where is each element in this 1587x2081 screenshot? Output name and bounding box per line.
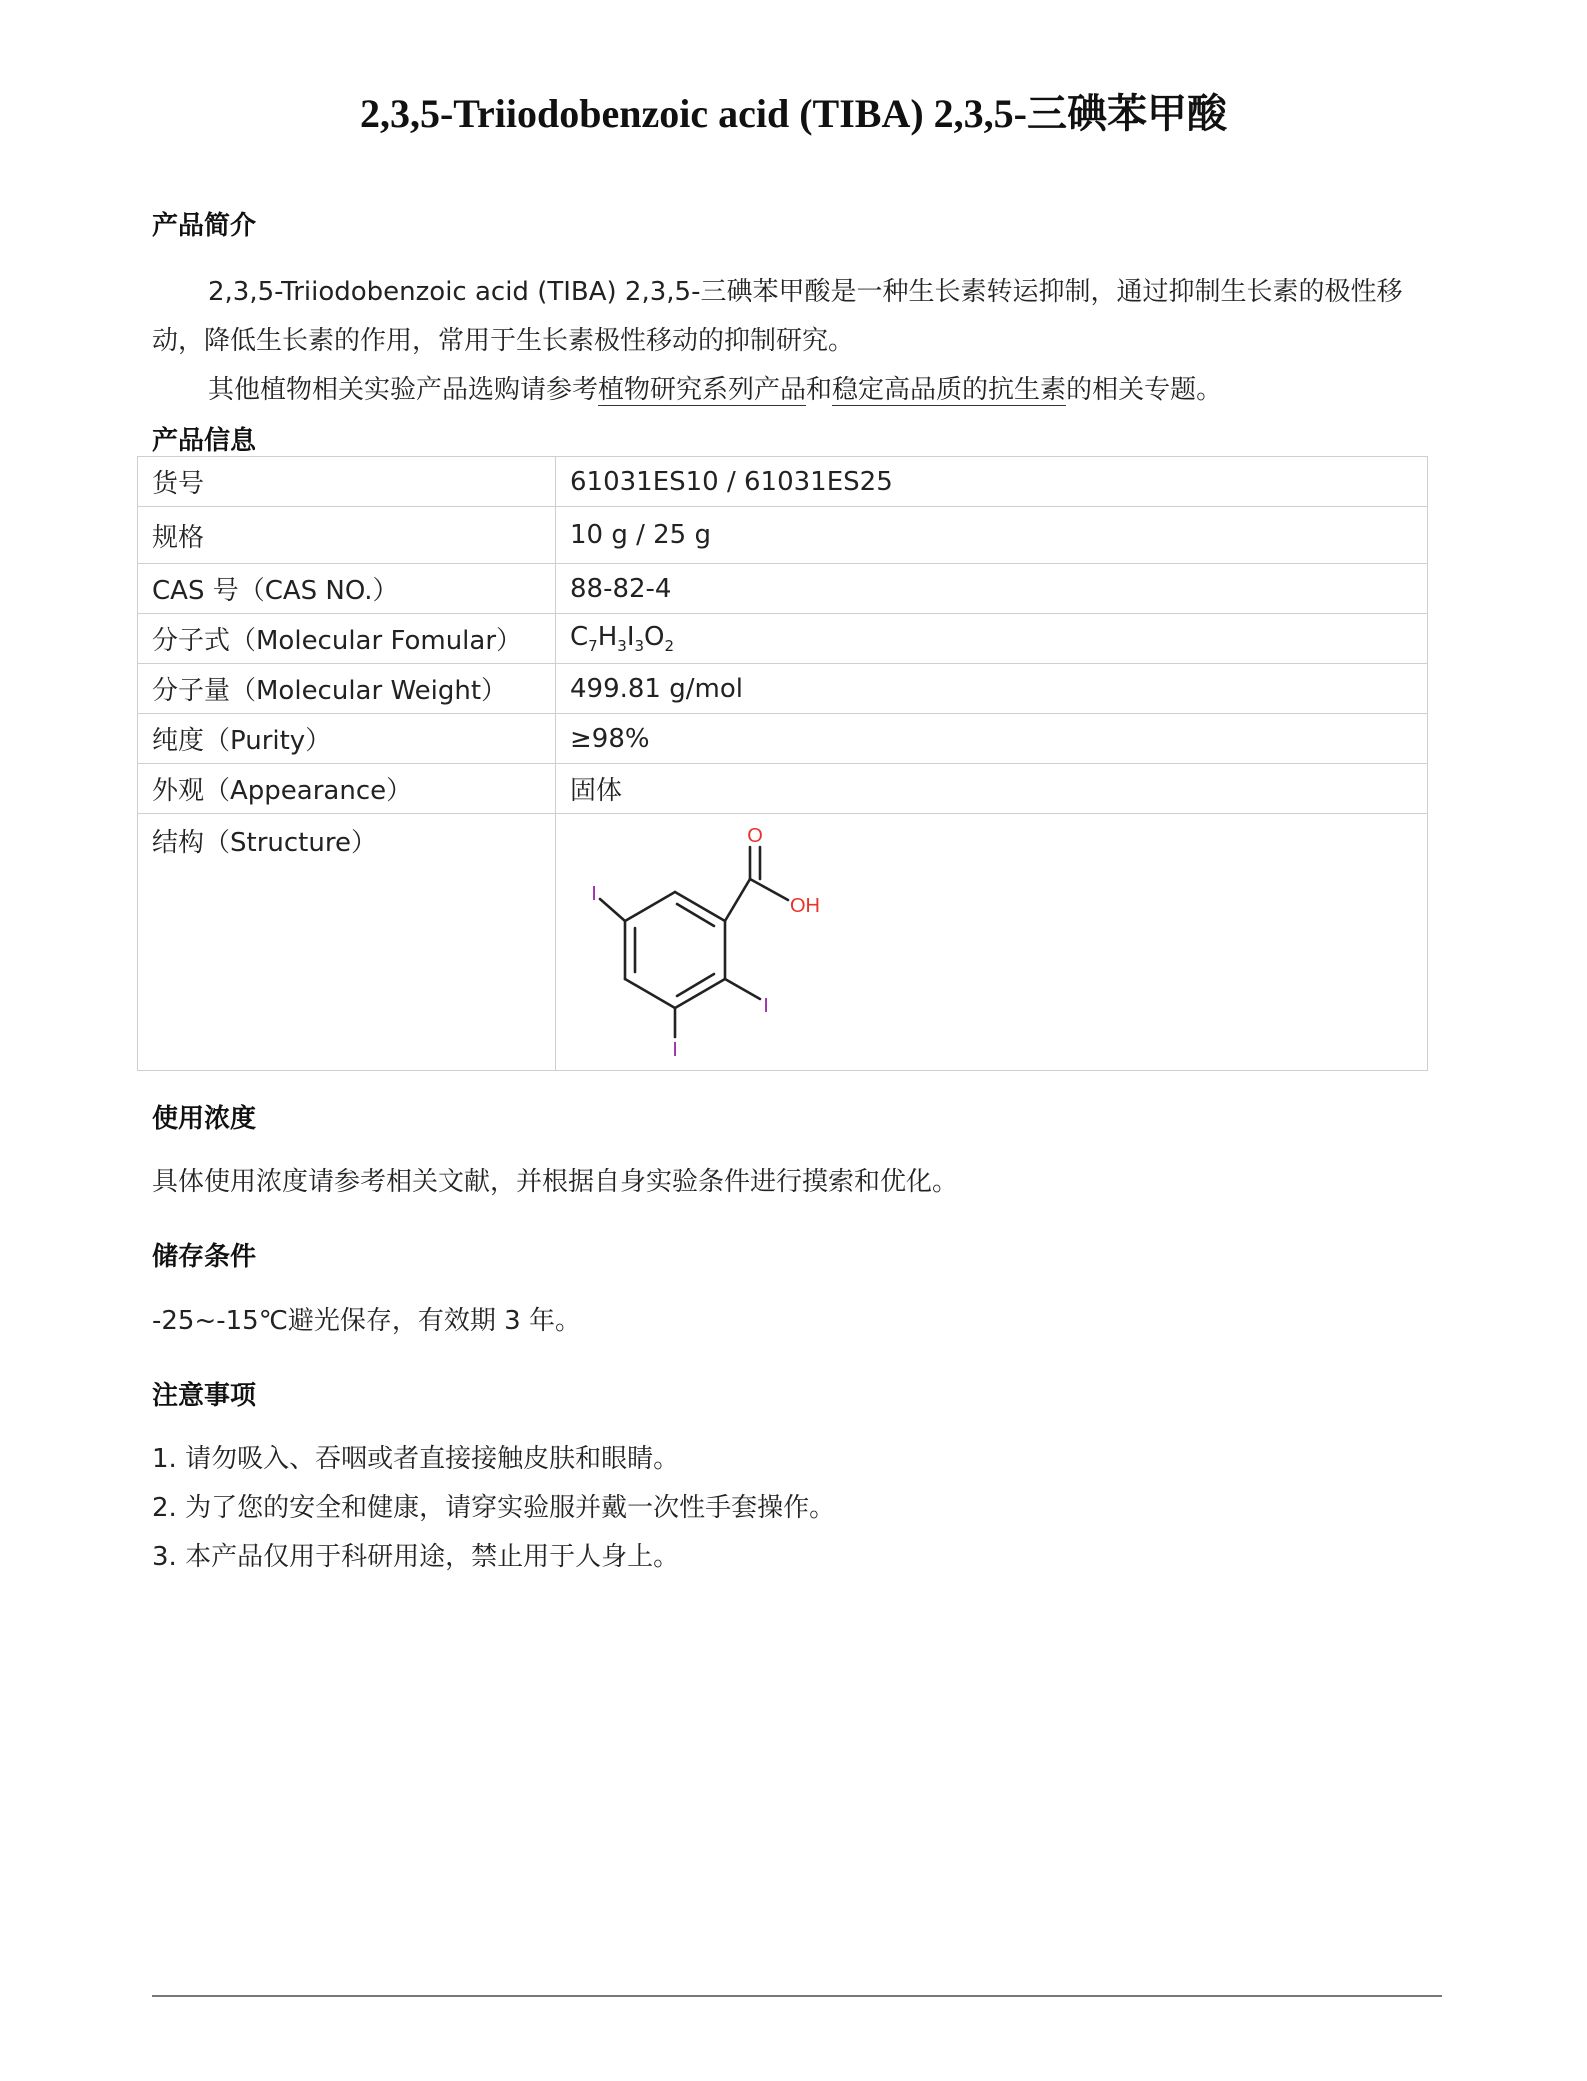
mw-label: 分子量（Molecular Weight）: [138, 664, 556, 714]
table-row: [138, 814, 1428, 1071]
related-paragraph: [152, 366, 1440, 415]
formula-label: 分子式（Molecular Fomular）: [138, 614, 556, 664]
catalog-value: 61031ES10 / 61031ES25: [556, 457, 1428, 507]
table-row: [138, 764, 1428, 814]
ring-double-bond: [677, 904, 714, 926]
hydroxyl-bond: [750, 879, 788, 900]
table-row: [138, 614, 1428, 664]
antibiotics-link[interactable]: 稳定高品质的抗生素: [832, 375, 1067, 405]
list-item: 1. 请勿吸入、吞咽或者直接接触皮肤和眼睛。: [152, 1444, 680, 1474]
page-title: 2,3,5-Triiodobenzoic acid (TIBA) 2,3,5-三碘苯甲酸: [359, 91, 1227, 136]
plant-research-link[interactable]: 植物研究系列产品: [598, 375, 807, 405]
iodine-label: I: [672, 1039, 678, 1058]
related-prefix: 其他植物相关实验产品选购请参考: [208, 375, 599, 405]
purity-value: ≥98%: [556, 714, 1428, 764]
chemical-structure-image: [570, 822, 870, 1058]
related-suffix: 的相关专题。: [1066, 375, 1223, 405]
carboxyl-bond: [725, 879, 750, 921]
usage-text: 具体使用浓度请参考相关文献，并根据自身实验条件进行摸索和优化。: [152, 1167, 959, 1197]
oxygen-label: O: [747, 825, 763, 847]
table-row: [138, 457, 1428, 507]
cas-value: 88-82-4: [556, 564, 1428, 614]
storage-heading: 储存条件: [152, 1242, 257, 1272]
intro-paragraph: 2,3,5-Triiodobenzoic acid (TIBA) 2,3,5-三碘苯甲酸是一种生长素转运抑制，通过抑制生长素的极性移动，降低生长素的作用，常用于生长素极性移动的抑制研究。: [152, 277, 1403, 356]
iodine-label: I: [763, 995, 769, 1017]
storage-text: -25~-15℃避光保存，有效期 3 年。: [152, 1306, 581, 1336]
ring-bond: [625, 979, 675, 1008]
usage-heading: 使用浓度: [152, 1104, 257, 1134]
size-label: 规格: [138, 507, 556, 564]
hydroxyl-label: OH: [790, 895, 820, 917]
size-value: 10 g / 25 g: [556, 507, 1428, 564]
list-item: 3. 本产品仅用于科研用途，禁止用于人身上。: [152, 1542, 680, 1572]
structure-label: 结构（Structure）: [138, 814, 556, 1071]
purity-label: 纯度（Purity）: [138, 714, 556, 764]
table-row: [138, 714, 1428, 764]
formula-value: $C_7H_3I_3O_2$: [556, 614, 1428, 664]
appearance-value: 固体: [556, 764, 1428, 814]
ring-double-bond: [677, 974, 714, 996]
iodine-label: I: [591, 883, 597, 905]
appearance-label: 外观（Appearance）: [138, 764, 556, 814]
table-row: [138, 507, 1428, 564]
footer-divider: [152, 1995, 1442, 1997]
table-row: [138, 664, 1428, 714]
ring-bond: [625, 892, 675, 921]
cas-label: CAS 号（CAS NO.）: [138, 564, 556, 614]
info-heading: 产品信息: [152, 426, 257, 456]
catalog-label: 货号: [138, 457, 556, 507]
notes-list: [152, 1435, 835, 1582]
iodine-bond: [600, 899, 625, 921]
notes-heading: 注意事项: [152, 1381, 257, 1411]
table-row: [138, 564, 1428, 614]
mw-value: 499.81 g/mol: [556, 664, 1428, 714]
related-mid: 和: [806, 375, 833, 405]
intro-heading: 产品简介: [152, 211, 257, 241]
product-info-table: [137, 456, 1428, 1071]
iodine-bond: [725, 979, 760, 999]
structure-cell: [556, 814, 1428, 1071]
list-item: 2. 为了您的安全和健康，请穿实验服并戴一次性手套操作。: [152, 1493, 836, 1523]
